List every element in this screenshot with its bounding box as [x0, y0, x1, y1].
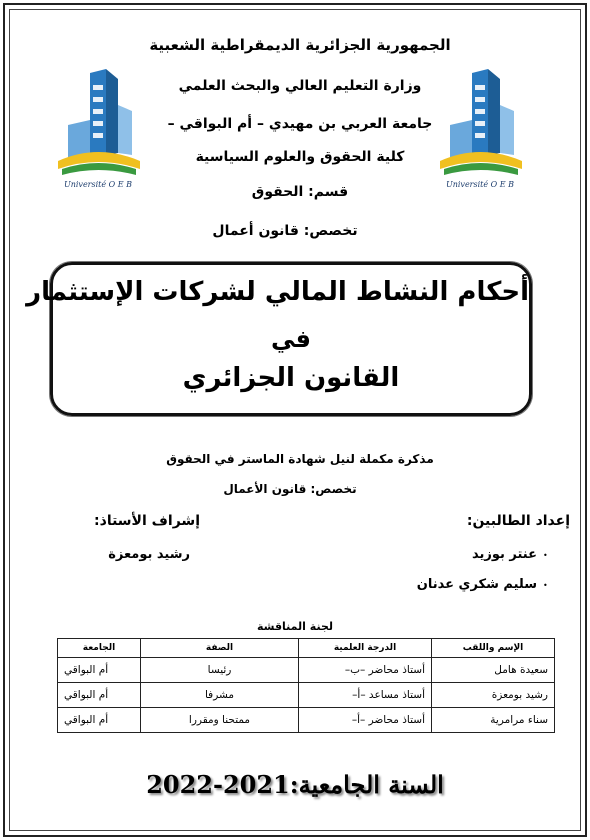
member-name: رشيد بومعزة [432, 683, 555, 708]
ministry-heading: وزارة التعليم العالي والبحث العلمي [178, 78, 422, 94]
member-university: أم البواقي [58, 683, 141, 708]
committee-table [57, 638, 555, 733]
member-university: أم البواقي [58, 708, 141, 733]
col-header-university: الجامعة [58, 639, 141, 658]
specialty-heading: تخصص: قانون أعمال [212, 223, 358, 239]
thesis-title-line1: أحكام النشاط المالي لشركات الإستثمار [26, 277, 529, 307]
faculty-heading: كلية الحقوق والعلوم السياسية [195, 149, 405, 165]
member-role: ممتحنا ومقررا [141, 708, 299, 733]
memo-specialty: تخصص: قانون الأعمال [223, 482, 357, 496]
member-university: أم البواقي [58, 658, 141, 683]
memo-description: مذكرة مكملة لنيل شهادة الماستر في الحقوق [166, 452, 434, 466]
committee-header-row [58, 639, 555, 658]
supervisor-name: رشيد بومعزة [108, 547, 190, 562]
bullet-icon: • [543, 581, 548, 590]
university-logo-left [48, 65, 148, 195]
table-row [58, 658, 555, 683]
member-degree: أستاذ محاضر –ب– [299, 658, 432, 683]
logo-caption-right: Université O E B [445, 180, 515, 189]
committee-title: لجنة المناقشة [256, 620, 333, 633]
table-row [58, 683, 555, 708]
university-heading: جامعة العربي بن مهيدي – أم البواقي – [167, 116, 433, 132]
member-role: مشرفا [141, 683, 299, 708]
member-name: سناء مرامرية [432, 708, 555, 733]
supervisor-label: إشراف الأستاذ: [94, 513, 200, 529]
student-name-1: عنتر بوزيد [471, 547, 537, 562]
thesis-title-line2: في [271, 325, 311, 353]
thesis-title-line3: القانون الجزائري [182, 363, 400, 393]
table-row [58, 708, 555, 733]
students-label: إعداد الطالبين: [466, 513, 570, 529]
member-degree: أستاذ مساعد –أ– [299, 683, 432, 708]
member-role: رئيسا [141, 658, 299, 683]
col-header-name: الإسم واللقب [432, 639, 555, 658]
logo-caption-left: Université O E B [63, 180, 133, 189]
thesis-title-box [26, 262, 532, 416]
bullet-icon: • [543, 551, 548, 560]
department-heading: قسم: الحقوق [251, 184, 349, 200]
member-name: سعيدة هامل [432, 658, 555, 683]
student-name-2: سليم شكري عدنان [416, 577, 537, 592]
col-header-degree: الدرجة العلمية [299, 639, 432, 658]
member-degree: أستاذ محاضر –أ– [299, 708, 432, 733]
republic-heading: الجمهورية الجزائرية الديمقراطية الشعبية [149, 36, 451, 54]
col-header-role: الصفة [141, 639, 299, 658]
academic-year: السنة الجامعية:2021-2022 [146, 770, 444, 799]
